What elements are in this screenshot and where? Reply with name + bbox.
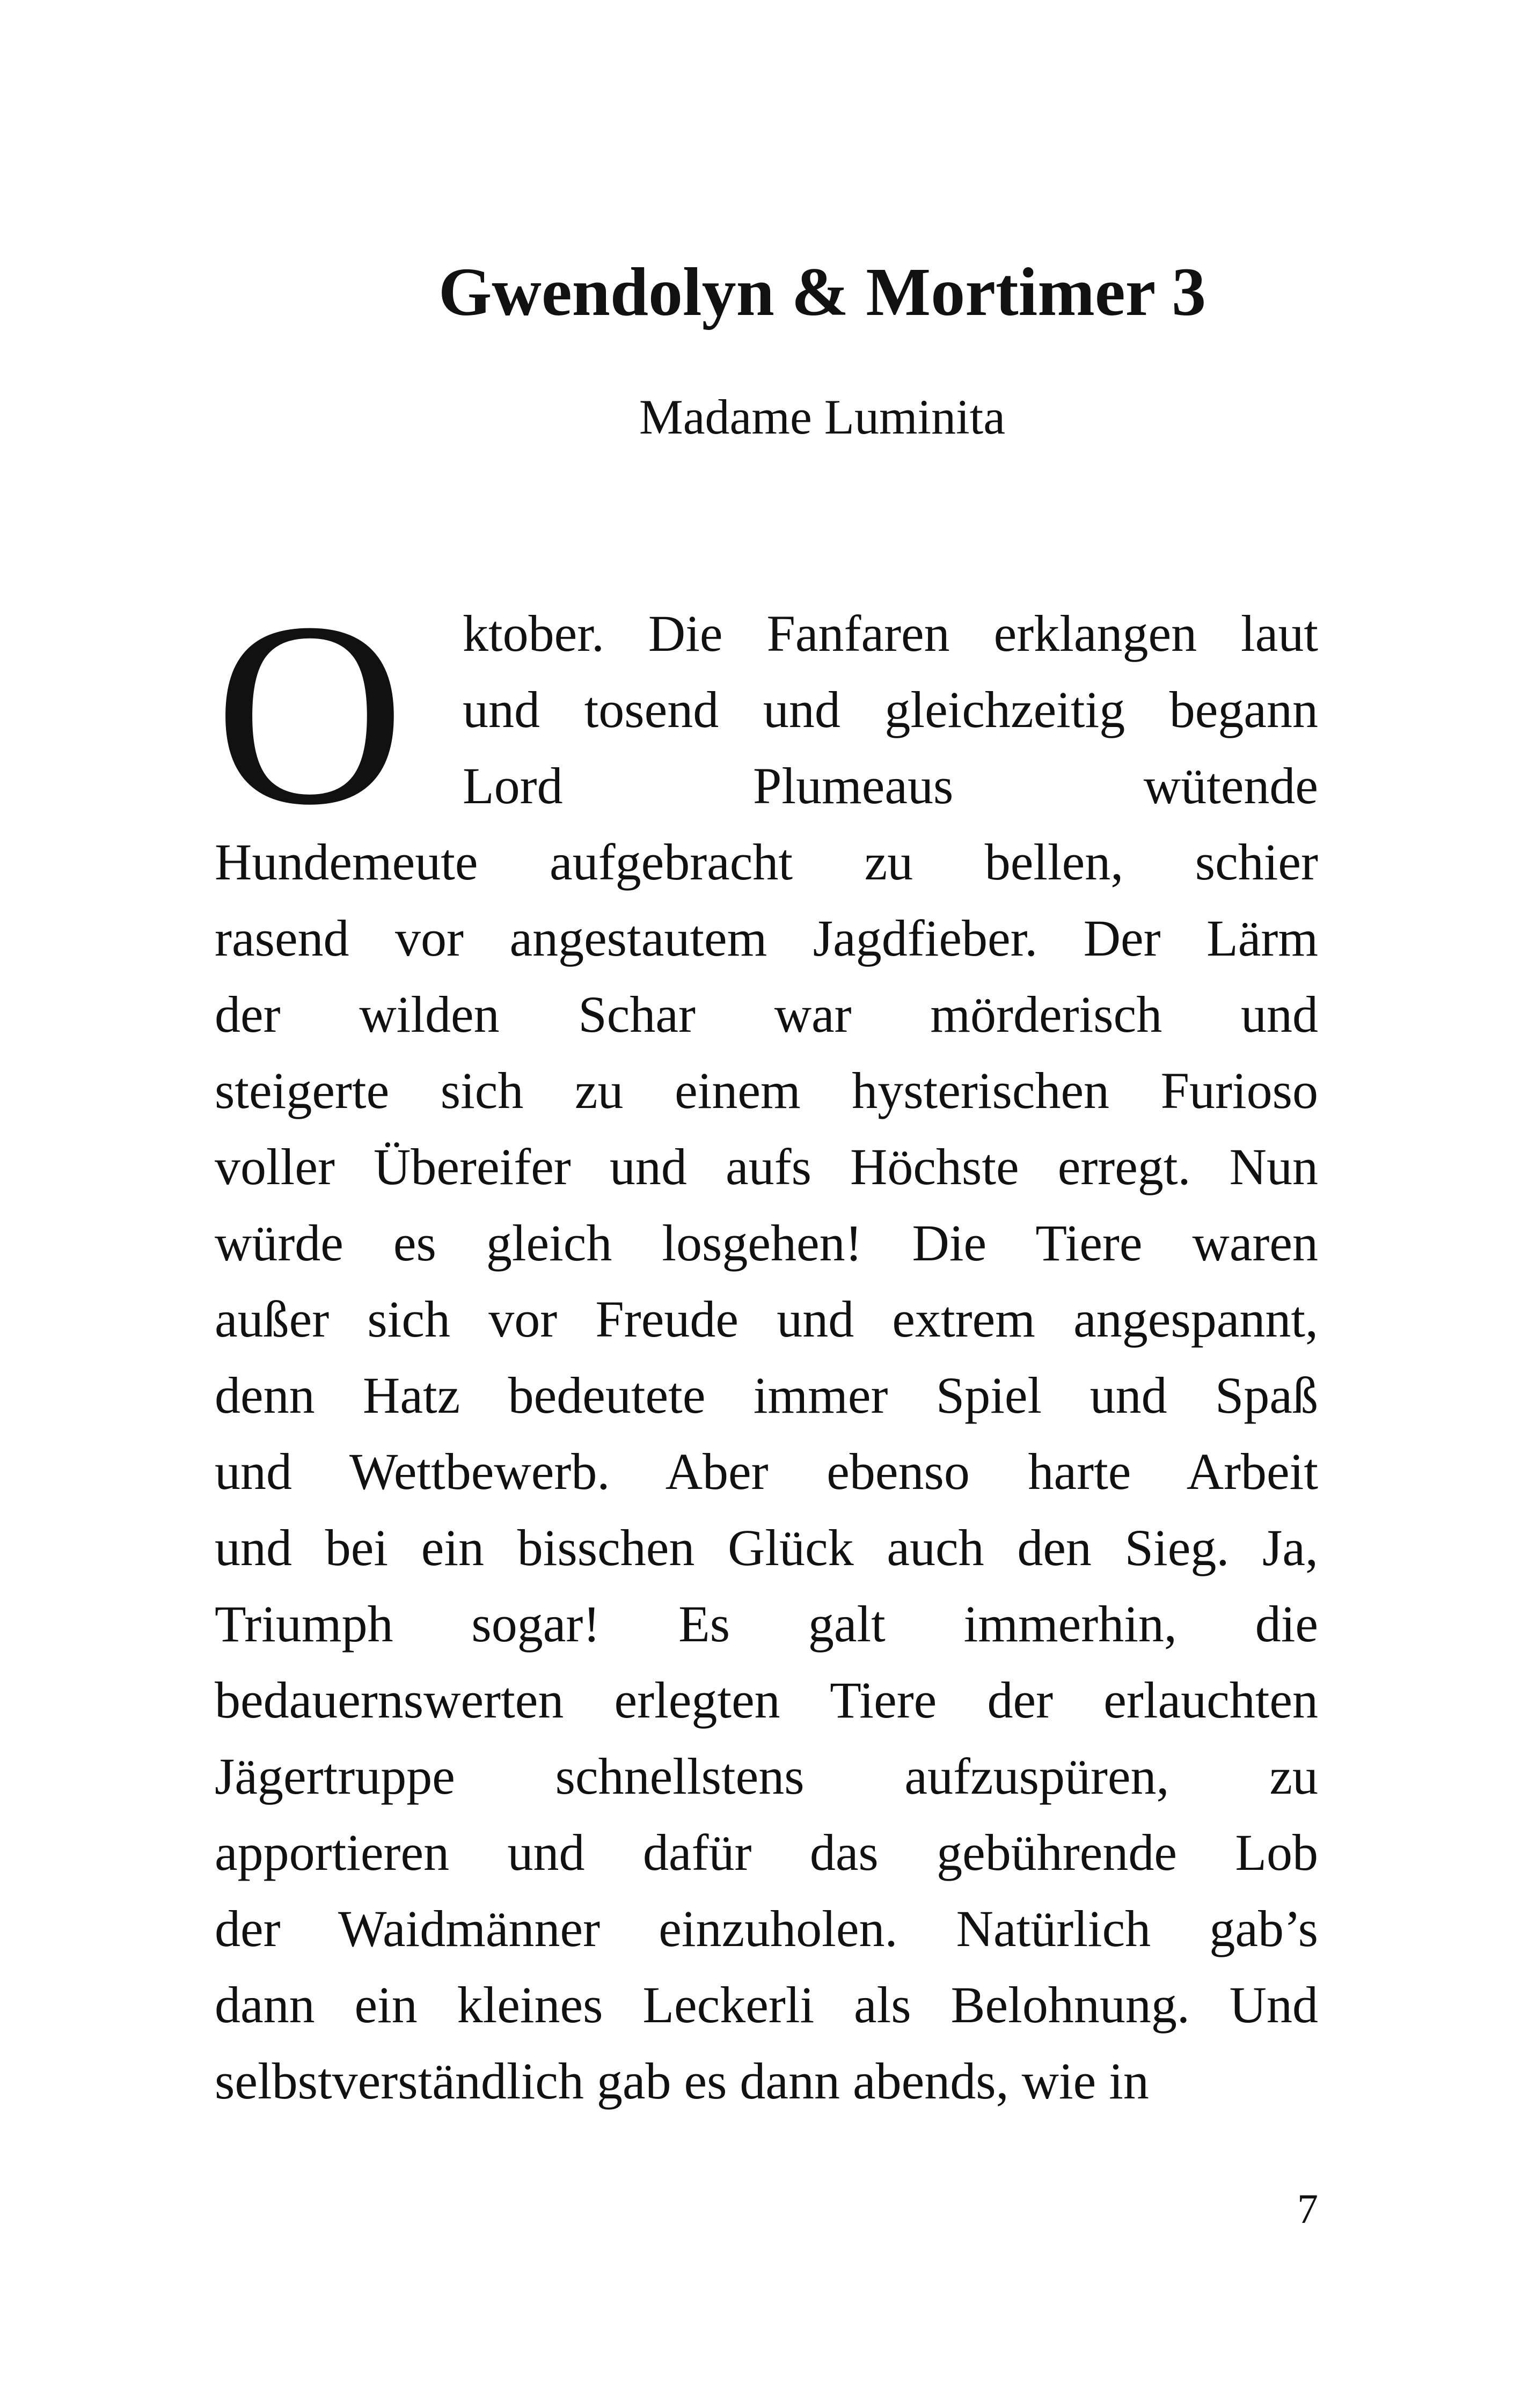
text-line: bedauernswerten erlegten Tiere der erlauchten [215,1671,1318,1729]
text-line: und tosend und gleichzeitig begann [463,681,1318,738]
text-line: ktober. Die Fanfaren erklangen laut [463,605,1318,662]
chapter-title: Gwendolyn & Mortimer 3 [438,254,1206,330]
text-line: dann ein kleines Leckerli als Belohnung. Und [215,1976,1318,2033]
drop-cap: O [215,568,405,859]
text-line: voller Übereifer und aufs Höchste erregt. Nun [215,1138,1318,1195]
text-line: Lord Plumeaus wütende [463,757,1318,814]
text-line: apportieren und dafür das gebührende Lob [215,1824,1318,1881]
text-line: würde es gleich losgehen! Die Tiere waren [215,1214,1318,1272]
text-line: Jägertruppe schnellstens aufzuspüren, zu [215,1748,1318,1805]
text-line: rasend vor angestautem Jagdfieber. Der Lärm [215,909,1318,967]
page-number: 7 [1297,2185,1318,2232]
text-line: steigerte sich zu einem hysterischen Furioso [215,1062,1318,1119]
text-line: und bei ein bisschen Glück auch den Sieg. Ja, [215,1519,1318,1576]
text-line: Hundemeute aufgebracht zu bellen, schier [215,833,1318,891]
text-line: und Wettbewerb. Aber ebenso harte Arbeit [215,1443,1318,1500]
text-line: Triumph sogar! Es galt immerhin, die [215,1595,1318,1653]
text-line: denn Hatz bedeutete immer Spiel und Spaß [215,1367,1318,1424]
text-line: außer sich vor Freude und extrem angespannt, [215,1290,1318,1348]
text-line: der Waidmänner einzuholen. Natürlich gab’s [215,1900,1318,1957]
text-line: selbstverständlich gab es dann abends, wie in [215,2052,1149,2110]
text-line: der wilden Schar war mörderisch und [215,986,1318,1043]
chapter-subtitle: Madame Luminita [639,390,1006,444]
